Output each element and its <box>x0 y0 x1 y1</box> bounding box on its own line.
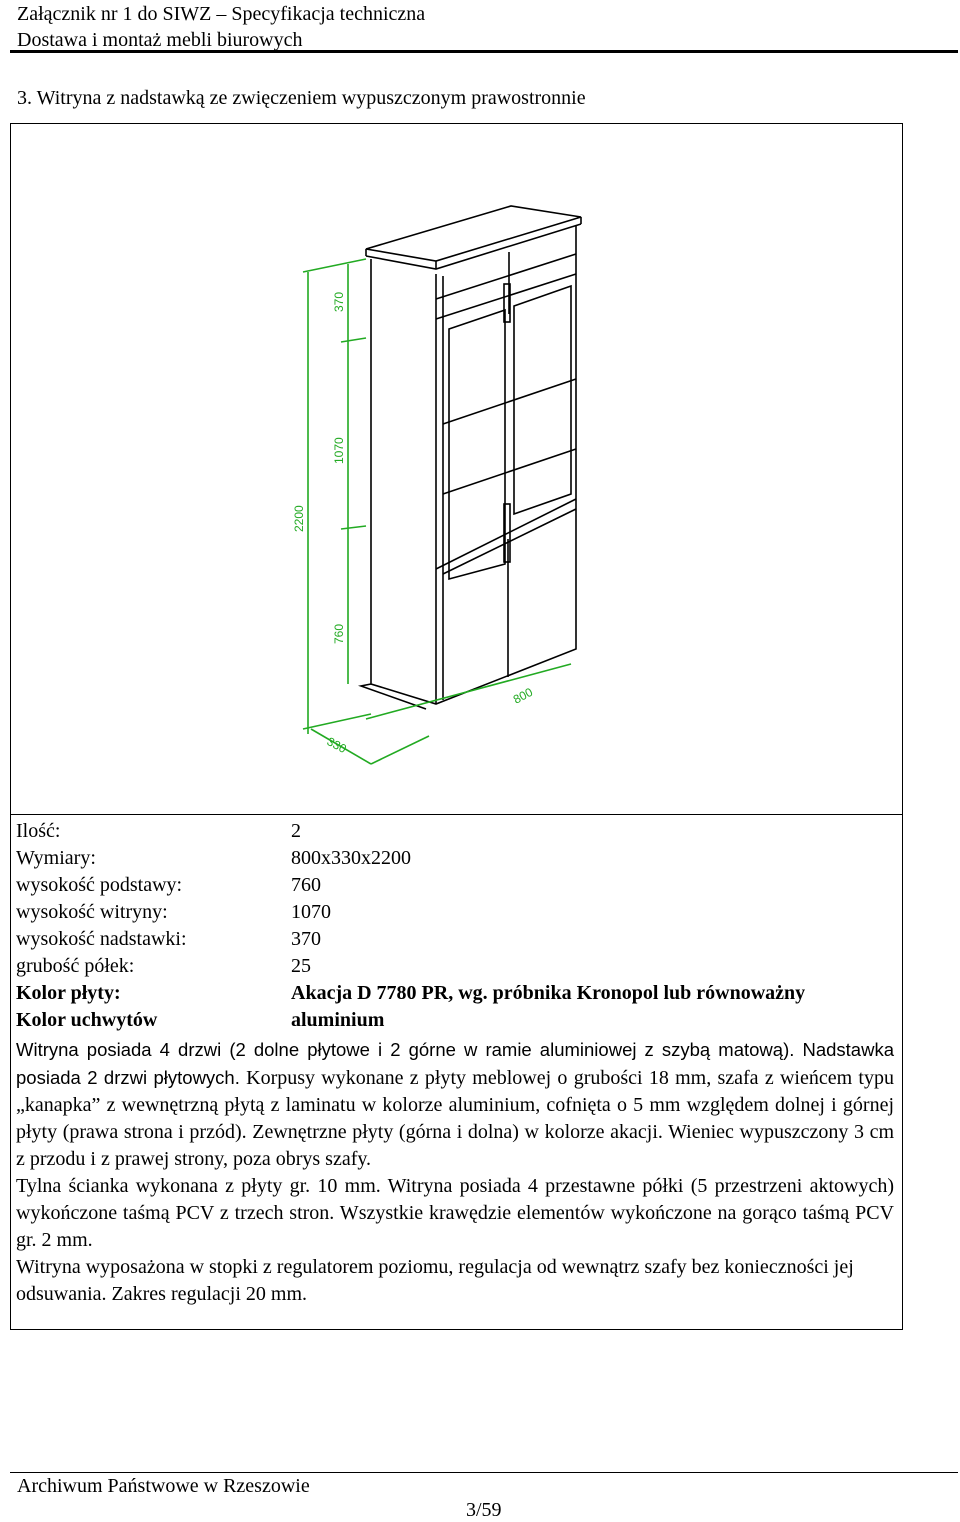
spec-value: aluminium <box>291 1009 385 1031</box>
dim-depth-label: 330 <box>324 734 349 757</box>
footer-archive: Archiwum Państwowe w Rzeszowie <box>17 1475 310 1497</box>
dimension-lines <box>303 259 571 764</box>
spec-value: 760 <box>291 874 321 896</box>
dim-top-label: 370 <box>332 291 346 312</box>
spec-value: 2 <box>291 820 301 842</box>
description <box>16 1036 894 1308</box>
dim-width-label: 800 <box>510 684 536 707</box>
spec-value: 800x330x2200 <box>291 847 411 869</box>
specification-box <box>10 814 903 1330</box>
drawing-frame <box>10 123 903 815</box>
spec-label: Wymiary: <box>16 847 96 869</box>
header-subtitle: Dostawa i montaż mebli biurowych <box>17 29 303 51</box>
description-paragraph: Tylna ścianka wykonana z płyty gr. 10 mm. Witryna posiada 4 przestawne półki (5 przestrzeni aktowych) wykończone taśmą PCV z trzech stron. Wszystkie krawędzie elementów wykończone na gorąco taśmą PCV gr. 2 mm. <box>16 1175 894 1251</box>
cabinet-lines <box>361 206 581 709</box>
spec-label: wysokość nadstawki: <box>16 928 187 950</box>
description-paragraph <box>16 1036 894 1173</box>
spec-label: wysokość witryny: <box>16 901 168 923</box>
spec-value: 25 <box>291 955 311 977</box>
spec-label: Kolor uchwytów <box>16 1009 158 1031</box>
page-number: 3/59 <box>466 1499 502 1521</box>
header-title: Załącznik nr 1 do SIWZ – Specyfikacja techniczna <box>17 3 426 25</box>
spec-label: grubość półek: <box>16 955 135 977</box>
spec-value: 370 <box>291 928 321 950</box>
dim-total-label: 2200 <box>292 505 306 532</box>
spec-label: Ilość: <box>16 820 61 842</box>
dim-middle-label: 1070 <box>332 437 346 464</box>
description-paragraph: Witryna wyposażona w stopki z regulatorem poziomu, regulacja od wewnątrz szafy bez konieczności jej odsuwania. Zakres regulacji 20 mm. <box>16 1256 854 1305</box>
header-rule <box>10 50 958 53</box>
spec-value: Akacja D 7780 PR, wg. próbnika Kronopol lub równoważny <box>291 982 806 1004</box>
description-body: Korpusy wykonane z płyty meblowej o grubości 18 mm, szafa z wieńcem typu „kanapka” z wewnętrzną płytą z laminatu w kolorze aluminium, cofnięta o 5 mm względem dolnej i górnej płyty (prawa strona i przód). Zewnętrzne płyty (górna i dolna) w kolorze akacji. Wieniec wypuszczony 3 cm z przodu i z prawej strony, poza obrys szafy. <box>16 1067 894 1170</box>
dim-base-label: 760 <box>332 623 346 644</box>
spec-label: wysokość podstawy: <box>16 874 183 896</box>
spec-value: 1070 <box>291 901 331 923</box>
description-intro: Witryna posiada 4 drzwi (2 dolne płytowe i 2 górne w ramie aluminiowej z szybą matową). Nadstawka posiada 2 drzwi płytowych. <box>16 1039 894 1088</box>
footer-rule <box>10 1472 958 1473</box>
cabinet-drawing <box>11 124 904 816</box>
spec-label: Kolor płyty: <box>16 982 121 1004</box>
section-title: 3. Witryna z nadstawką ze zwięczeniem wypuszczonym prawostronnie <box>17 87 586 109</box>
